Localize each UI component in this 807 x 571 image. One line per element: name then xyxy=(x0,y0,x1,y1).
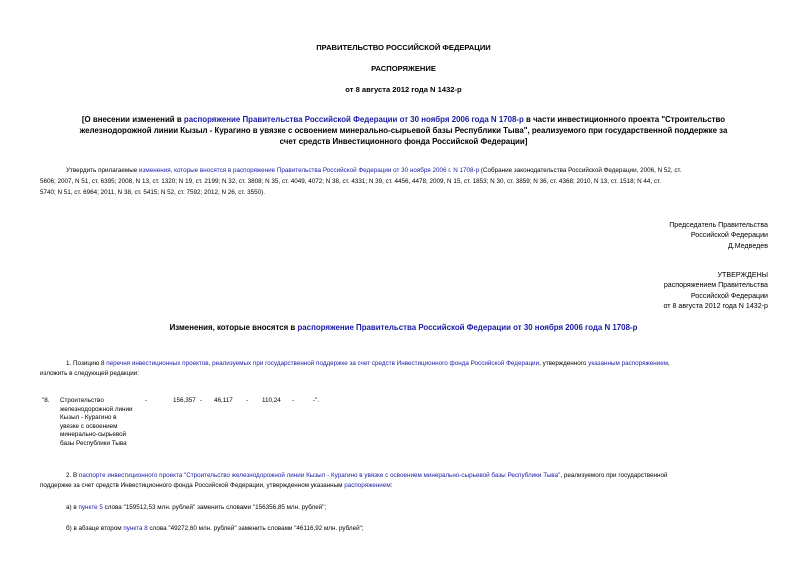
table-cell-number: "8. xyxy=(42,397,50,404)
item-1-start-text: 1. Позицию 8 xyxy=(66,360,107,367)
item-2-line-2-text: поддержке за счет средств Инвестиционного фонда Российской Федерации, утвержденном указанным xyxy=(40,482,345,489)
approval-heading: УТВЕРЖДЕНЫ xyxy=(717,271,768,279)
table-cell: 156,357 xyxy=(173,397,196,404)
sub-item-b-start: б) в абзаце втором xyxy=(66,525,124,532)
approval-line-2: распоряжением Правительства xyxy=(663,281,768,290)
project-name-line: увязке с освоением xyxy=(60,422,118,430)
document-title xyxy=(0,114,807,147)
document-date: от 8 августа 2012 года N 1432-р xyxy=(345,85,462,94)
table-cell: 110,24 xyxy=(262,397,281,404)
sub-item-a xyxy=(66,504,326,513)
paragraph-rest-text: (Собрание законодательства Российской Федерации, 2006, N 52, ст. xyxy=(479,167,682,174)
item-2-rest-text: , реализуемого при государственной xyxy=(560,472,668,479)
amended-order-link[interactable]: распоряжение Правительства Российской Федерации от 30 ноября 2006 года N 1708-р xyxy=(183,115,524,124)
table-cell: 46,117 xyxy=(214,397,233,404)
title-rest-text: в части инвестиционного проекта "Строительство xyxy=(523,115,726,124)
item-2-line-1 xyxy=(66,472,668,481)
order-link[interactable]: распоряжением xyxy=(344,482,391,489)
body-paragraph-line-1 xyxy=(66,167,681,176)
government-heading: ПРАВИТЕЛЬСТВО РОССИЙСКОЙ ФЕДЕРАЦИИ xyxy=(316,43,491,52)
project-name-line: базы Республики Тыва xyxy=(60,439,127,447)
project-name-line: Кызыл - Курагино в xyxy=(60,414,117,422)
investment-projects-list-link[interactable]: перечня инвестиционных проектов, реализуемых при государственной поддержке за счет средств Инвестиционного фонда Российской Федерации xyxy=(106,360,540,367)
clause-8-link[interactable]: пункта 8 xyxy=(123,525,148,532)
body-paragraph-line-3: 5740; N 51, ст. 6964; 2011, N 38, ст. 5415; N 52, ст. 7592; 2012, N 26, ст. 3550). xyxy=(40,189,265,196)
title-open-text: [О внесении изменений в xyxy=(81,115,184,124)
table-cell: -". xyxy=(313,397,320,404)
body-paragraph-line-2: 5606; 2007, N 51, ст. 6395; 2008, N 13, ст. 1320; N 19, ст. 2199; N 32, ст. 3808; N 35, ст. 4049, 4072; N 38, ст. 4331; N 39, ст. 4456, 4478; 2009, N 15, ст. 1853; N 30, ст. 3859; N 36, ст. 4368; 2010, N 13, ст. 1518; N 44, ст. xyxy=(40,178,661,185)
paragraph-start-text: Утвердить прилагаемые xyxy=(66,167,139,174)
sub-item-b-rest: слова "49272,60 млн. рублей" заменить словами "46116,92 млн. рублей"; xyxy=(147,525,364,532)
sub-item-a-rest: слова "159512,53 млн. рублей" заменить словами "156356,85 млн. рублей"; xyxy=(102,504,327,511)
changes-link[interactable]: изменения, которые вносятся в распоряжение Правительства Российской Федерации от 30 ноября 2006 г. N 1708-р xyxy=(139,167,480,174)
table-cell: - xyxy=(246,397,249,404)
document-type-heading: РАСПОРЯЖЕНИЕ xyxy=(371,64,436,73)
project-name-line: минерально-сырьевой xyxy=(60,431,127,439)
item-2-start-text: 2. В xyxy=(66,472,79,479)
clause-5-link[interactable]: пункте 5 xyxy=(78,504,103,511)
item-1-line-2: изложить в следующей редакции: xyxy=(40,370,140,377)
table-cell: - xyxy=(292,397,295,404)
title-line-3: счет средств Инвестиционного фонда Российской Федерации] xyxy=(279,137,528,146)
signature-country: Российской Федерации xyxy=(690,231,768,240)
title-line-1 xyxy=(0,114,807,125)
sub-item-a-start: а) в xyxy=(66,504,79,511)
title-line-2: железнодорожной линии Кызыл - Курагино в увязке с освоением минерально-сырьевой базы Республики Тыва", реализуемого при государственной поддержке за xyxy=(79,126,728,135)
item-1-end-text: , xyxy=(668,360,670,367)
table-cell-project-name xyxy=(60,397,133,449)
signature-block xyxy=(669,220,768,251)
signature-position: Председатель Правительства xyxy=(669,221,768,229)
signature-name: Д.Медведев xyxy=(727,241,768,250)
table-cell: - xyxy=(200,397,203,404)
item-1-line-1 xyxy=(66,360,670,369)
approval-line-4: от 8 августа 2012 года N 1432-р xyxy=(663,302,768,311)
changes-title-order-link[interactable]: распоряжение Правительства Российской Федерации от 30 ноября 2006 года N 1708-р xyxy=(297,323,638,332)
approval-block xyxy=(663,270,768,312)
sub-item-b xyxy=(66,525,364,534)
said-order-link[interactable]: указанным распоряжением xyxy=(588,360,669,367)
item-1-mid-text: , утвержденного xyxy=(539,360,589,367)
changes-title xyxy=(0,322,807,333)
approval-line-3: Российской Федерации xyxy=(690,291,768,300)
project-name-line: железнодорожной линии xyxy=(60,405,133,413)
project-passport-link[interactable]: паспорте инвестиционного проекта "Строительство железнодорожной линии Кызыл - Курагино в увязке с освоением минерально-сырьевой базы Республики Тыва" xyxy=(78,472,561,479)
project-name-line: Строительство xyxy=(60,397,104,404)
table-cell: - xyxy=(145,397,148,404)
item-2-line-2 xyxy=(40,482,392,491)
item-2-line-2-end: : xyxy=(390,482,393,489)
changes-title-text: Изменения, которые вносятся в xyxy=(169,323,298,332)
